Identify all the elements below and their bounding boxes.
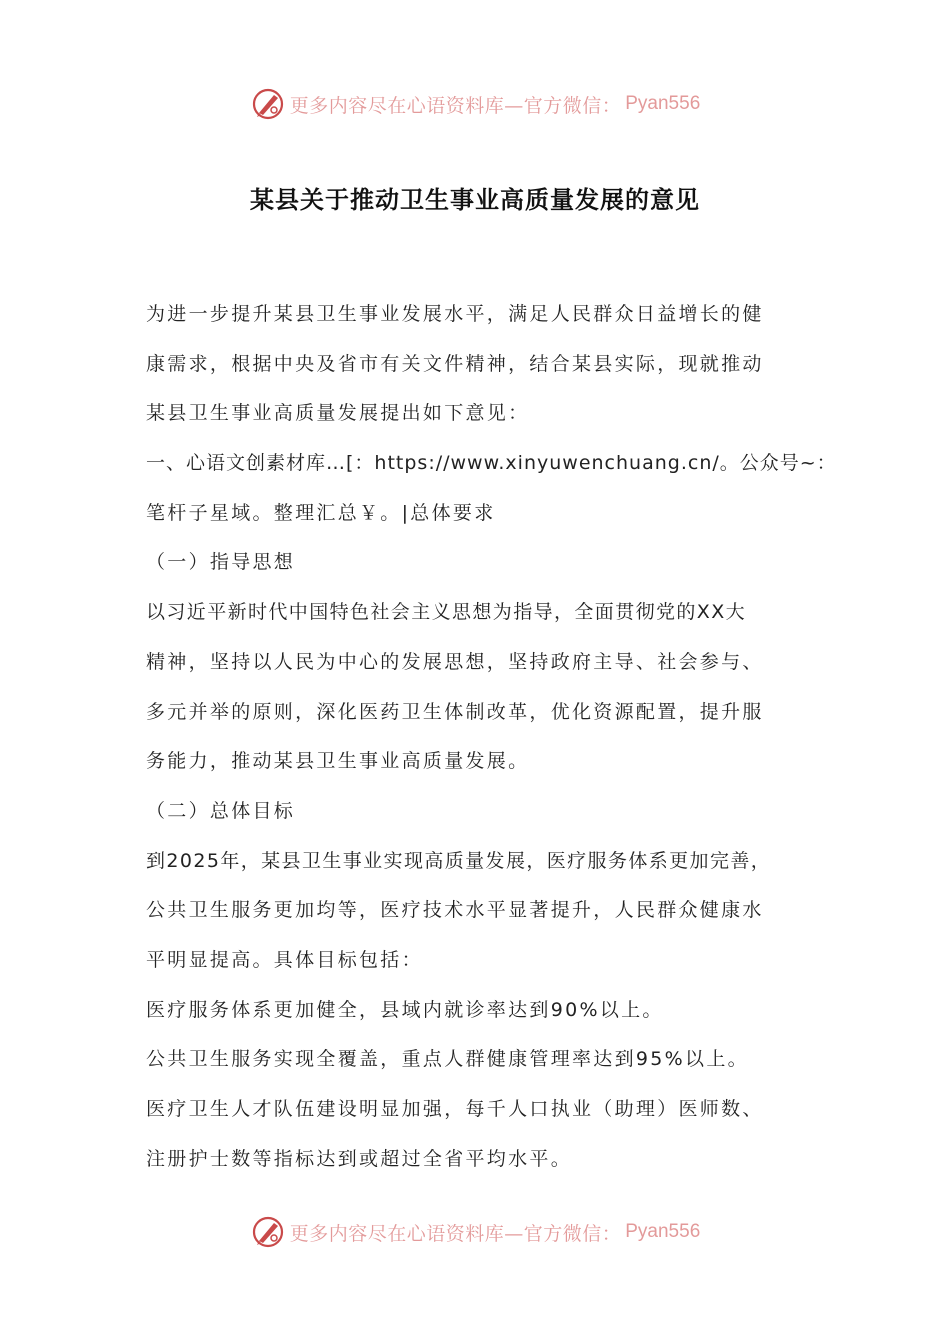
paragraph-line: 公共卫生服务更加均等，医疗技术水平显著提升，人民群众健康水 <box>146 899 764 922</box>
banner-wechat-id: Pyan556 <box>625 1221 701 1242</box>
paragraph-line: 某县卫生事业高质量发展提出如下意见： <box>146 402 530 425</box>
paragraph-line: 为进一步提升某县卫生事业发展水平，满足人民群众日益增长的健 <box>146 303 764 325</box>
pen-logo-icon <box>250 1214 286 1250</box>
paragraph-line: 注册护士数等指标达到或超过全省平均水平。 <box>146 1147 573 1170</box>
document-body <box>146 290 837 1184</box>
pen-logo-icon <box>250 86 286 122</box>
paragraph-line: 平明显提高。具体目标包括： <box>146 948 423 971</box>
paragraph-line: 康需求，根据中央及省市有关文件精神，结合某县实际，现就推动 <box>146 352 764 375</box>
section-heading: （一）指导思想 <box>146 551 296 574</box>
header-watermark-banner <box>0 82 950 126</box>
paragraph-line-with-link: 一、心语文创素材库…[：https://www.xinyuwenchuang.cn/。公众号~： <box>146 452 837 475</box>
paragraph-line: 到2025年，某县卫生事业实现高质量发展，医疗服务体系更加完善， <box>146 849 772 872</box>
paragraph-line: 多元并举的原则，深化医药卫生体制改革，优化资源配置，提升服 <box>146 700 764 723</box>
section-heading: （二）总体目标 <box>146 799 296 822</box>
paragraph-line: 务能力，推动某县卫生事业高质量发展。 <box>146 750 530 773</box>
banner-text: 更多内容尽在心语资料库—官方微信： <box>289 1222 622 1245</box>
target-item: 医疗服务体系更加健全，县域内就诊率达到90%以上。 <box>146 998 664 1021</box>
banner-wechat-id: Pyan556 <box>625 93 701 114</box>
paragraph-line: 精神，坚持以人民为中心的发展思想，坚持政府主导、社会参与、 <box>146 650 764 673</box>
footer-watermark-banner <box>0 1210 950 1254</box>
banner-text: 更多内容尽在心语资料库—官方微信： <box>289 94 622 117</box>
target-item: 医疗卫生人才队伍建设明显加强，每千人口执业（助理）医师数、 <box>146 1098 764 1120</box>
document-title: 某县关于推动卫生事业高质量发展的意见 <box>250 186 700 214</box>
paragraph-line: 以习近平新时代中国特色社会主义思想为指导，全面贯彻党的XX大 <box>146 601 747 624</box>
paragraph-line: 笔杆子星域。整理汇总￥。|总体要求 <box>146 501 496 524</box>
target-item: 公共卫生服务实现全覆盖，重点人群健康管理率达到95%以上。 <box>146 1048 749 1071</box>
